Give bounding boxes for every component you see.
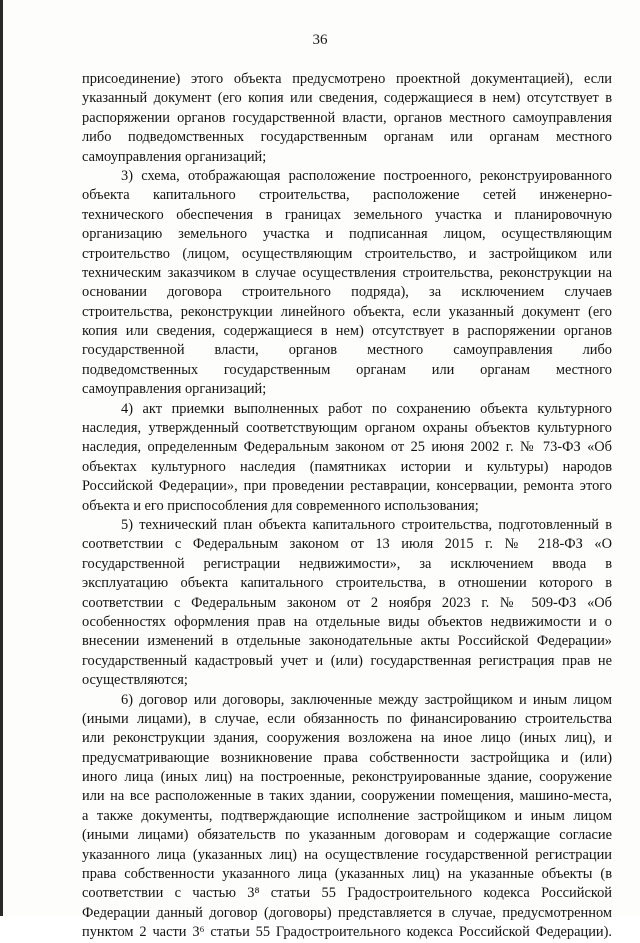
- text-line: (иными лицами) обязательств по указанным договорам и содержащие согласие: [82, 827, 612, 844]
- text-line: указанный документ (его копия или сведения, содержащиеся в нем) отсутствует в: [82, 90, 612, 107]
- text-line: государственной регистрации недвижимости», за исключением ввода в: [82, 555, 612, 572]
- text-line: самоуправления организаций;: [82, 148, 267, 165]
- text-line: распоряжении органов государственной власти, органов местного самоуправления: [82, 109, 612, 126]
- text-line: подведомственных государственным органам или органам местного: [82, 361, 612, 378]
- text-line: строительства, реконструкции линейного объекта, если указанный документ (его: [82, 303, 612, 320]
- text-line: 6) договор или договоры, заключенные между застройщиком и иным лицом: [121, 691, 612, 708]
- text-line: копия или сведения, содержащиеся в нем) отсутствует в распоряжении органов: [82, 323, 612, 340]
- text-line: осуществляются;: [82, 672, 188, 689]
- text-line: (иными лицами), в случае, если обязанность по финансированию строительства: [82, 710, 612, 727]
- text-line: 5) технический план объекта капитального строительства, подготовленный в: [121, 516, 612, 533]
- text-line: Федерации данный договор (договоры) представляется в случае, предусмотренном: [82, 904, 612, 921]
- text-line: указанного лица (указанных лиц) на осуществление государственной регистрации: [82, 846, 612, 863]
- text-line: наследия, утвержденный соответствующим органом охраны объектов культурного: [82, 420, 612, 437]
- text-line: наследия, определенным Федеральным законом от 25 июня 2002 г. № 73-ФЗ «Об: [82, 439, 612, 456]
- text-line: техническим заказчиком в случае осуществления строительства, реконструкции на: [82, 264, 612, 281]
- text-line: а также документы, подтверждающие исполнение застройщиком и иным лицом: [82, 807, 612, 824]
- text-line: 4) акт приемки выполненных работ по сохранению объекта культурного: [121, 400, 612, 417]
- text-line: Российской Федерации», при проведении реставрации, консервации, ремонта этого: [82, 478, 612, 495]
- text-line: пунктом 2 части 3⁶ статьи 55 Градостроительного кодекса Российской Федерации).: [82, 924, 612, 941]
- text-line: строительство (лицом, осуществляющим строительство, и застройщиком или: [82, 245, 612, 262]
- text-line: либо подведомственных государственным органам или органам местного: [82, 129, 612, 146]
- text-line: технического обеспечения в границах земельного участка и планировочную: [82, 206, 612, 223]
- text-line: или на все расположенные в таких здании, сооружении помещения, машино-места,: [82, 788, 612, 805]
- text-line: соответствии с Федеральным законом от 2 ноября 2023 г. № 509-ФЗ «Об: [82, 594, 612, 611]
- scan-edge: [0, 0, 3, 916]
- text-line: государственной власти, органов местного самоуправления либо: [82, 342, 612, 359]
- text-line: эксплуатацию объекта капитального строительства, в отношении которого в: [82, 575, 612, 592]
- text-line: или реконструкции здания, сооружения возложена на иное лицо (иных лиц), и: [82, 730, 612, 747]
- text-line: иного лица (иных лиц) на построенные, реконструированные здание, сооружение: [82, 769, 612, 786]
- text-line: внесении изменений в отдельные законодательные акты Российской Федерации»: [82, 633, 612, 650]
- text-line: организацию земельного участка и подписанная лицом, осуществляющим: [82, 226, 612, 243]
- text-line: соответствии с частью 3⁸ статьи 55 Градостроительного кодекса Российской: [82, 885, 612, 902]
- text-line: объекта капитального строительства, расположение сетей инженерно-: [82, 187, 612, 204]
- text-line: основании договора строительного подряда), за исключением случаев: [82, 284, 612, 301]
- text-line: соответствии с Федеральным законом от 13 июля 2015 г. № 218-ФЗ «О: [82, 536, 612, 553]
- text-line: объектах культурного наследия (памятниках истории и культуры) народов: [82, 458, 612, 475]
- text-line: государственный кадастровый учет и (или) государственная регистрация прав не: [82, 652, 612, 669]
- page-number: 36: [312, 32, 328, 48]
- text-line: особенностях оформления прав на отдельные виды объектов недвижимости и о: [82, 613, 612, 630]
- text-line: объекта и его приспособления для современного использования;: [82, 497, 479, 514]
- document-body: [82, 70, 612, 943]
- text-line: самоуправления организаций;: [82, 381, 267, 398]
- text-line: 3) схема, отображающая расположение построенного, реконструированного: [121, 167, 612, 184]
- text-line: присоединение) этого объекта предусмотрено проектной документацией), если: [82, 71, 612, 87]
- text-line: предусматривающие возникновение права собственности застройщика и (или): [82, 749, 612, 766]
- text-line: права собственности указанного лица (указанных лиц) на указанные объекты (в: [82, 866, 612, 883]
